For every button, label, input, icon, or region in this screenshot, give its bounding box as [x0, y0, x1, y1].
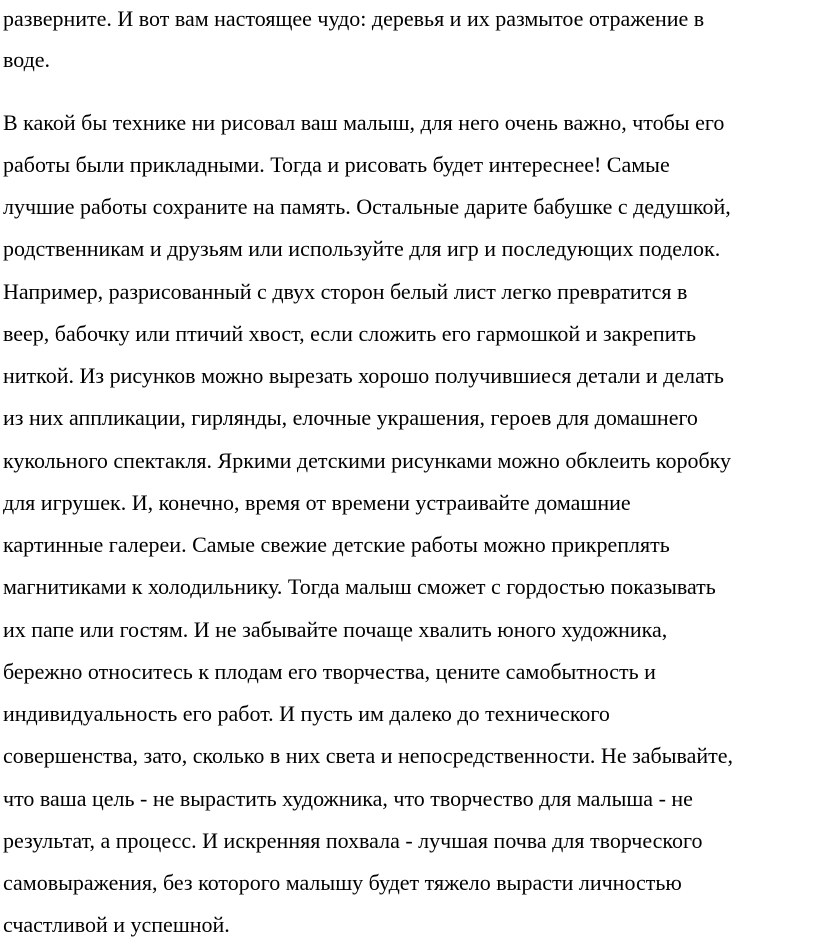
text-line: бережно относитесь к плодам его творчества, цените самобытность и — [3, 659, 656, 684]
text-line: воде. — [3, 47, 51, 72]
text-line: что ваша цель - не вырастить художника, что творчество для малыша - не — [3, 786, 693, 811]
text-line: картинные галереи. Самые свежие детские работы можно прикреплять — [3, 532, 670, 557]
text-line: самовыражения, без которого малышу будет тяжело вырасти личностью — [3, 870, 682, 895]
text-line: индивидуальность его работ. И пусть им далеко до технического — [3, 701, 610, 726]
text-line: Например, разрисованный с двух сторон белый лист легко превратится в — [3, 279, 688, 304]
text-line: результат, а процесс. И искренняя похвала - лучшая почва для творческого — [3, 828, 703, 853]
text-line: кукольного спектакля. Яркими детскими рисунками можно обклеить коробку — [3, 448, 732, 473]
text-line: работы были прикладными. Тогда и рисовать будет интереснее! Самые — [3, 152, 670, 177]
text-line: лучшие работы сохраните на память. Остальные дарите бабушке с дедушкой, — [3, 194, 731, 219]
text-line: ниткой. Из рисунков можно вырезать хорошо получившиеся детали и делать — [3, 363, 724, 388]
text-line: разверните. И вот вам настоящее чудо: деревья и их размытое отражение в — [3, 6, 705, 31]
text-line: родственникам и друзьям или используйте для игр и последующих поделок. — [3, 236, 721, 261]
text-line: счастливой и успешной. — [3, 912, 230, 937]
text-line: их папе или гостям. И не забывайте почаще хвалить юного художника, — [3, 617, 668, 642]
text-line: В какой бы технике ни рисовал ваш малыш, для него очень важно, чтобы его — [3, 110, 725, 135]
text-line: совершенства, зато, сколько в них света и непосредственности. Не забывайте, — [3, 743, 734, 768]
text-line: магнитиками к холодильнику. Тогда малыш сможет с гордостью показывать — [3, 574, 716, 599]
text-line: веер, бабочку или птичий хвост, если сложить его гармошкой и закрепить — [3, 321, 697, 346]
text-line: для игрушек. И, конечно, время от времени устраивайте домашние — [3, 490, 631, 515]
text-line: из них аппликации, гирлянды, елочные украшения, героев для домашнего — [3, 405, 698, 430]
